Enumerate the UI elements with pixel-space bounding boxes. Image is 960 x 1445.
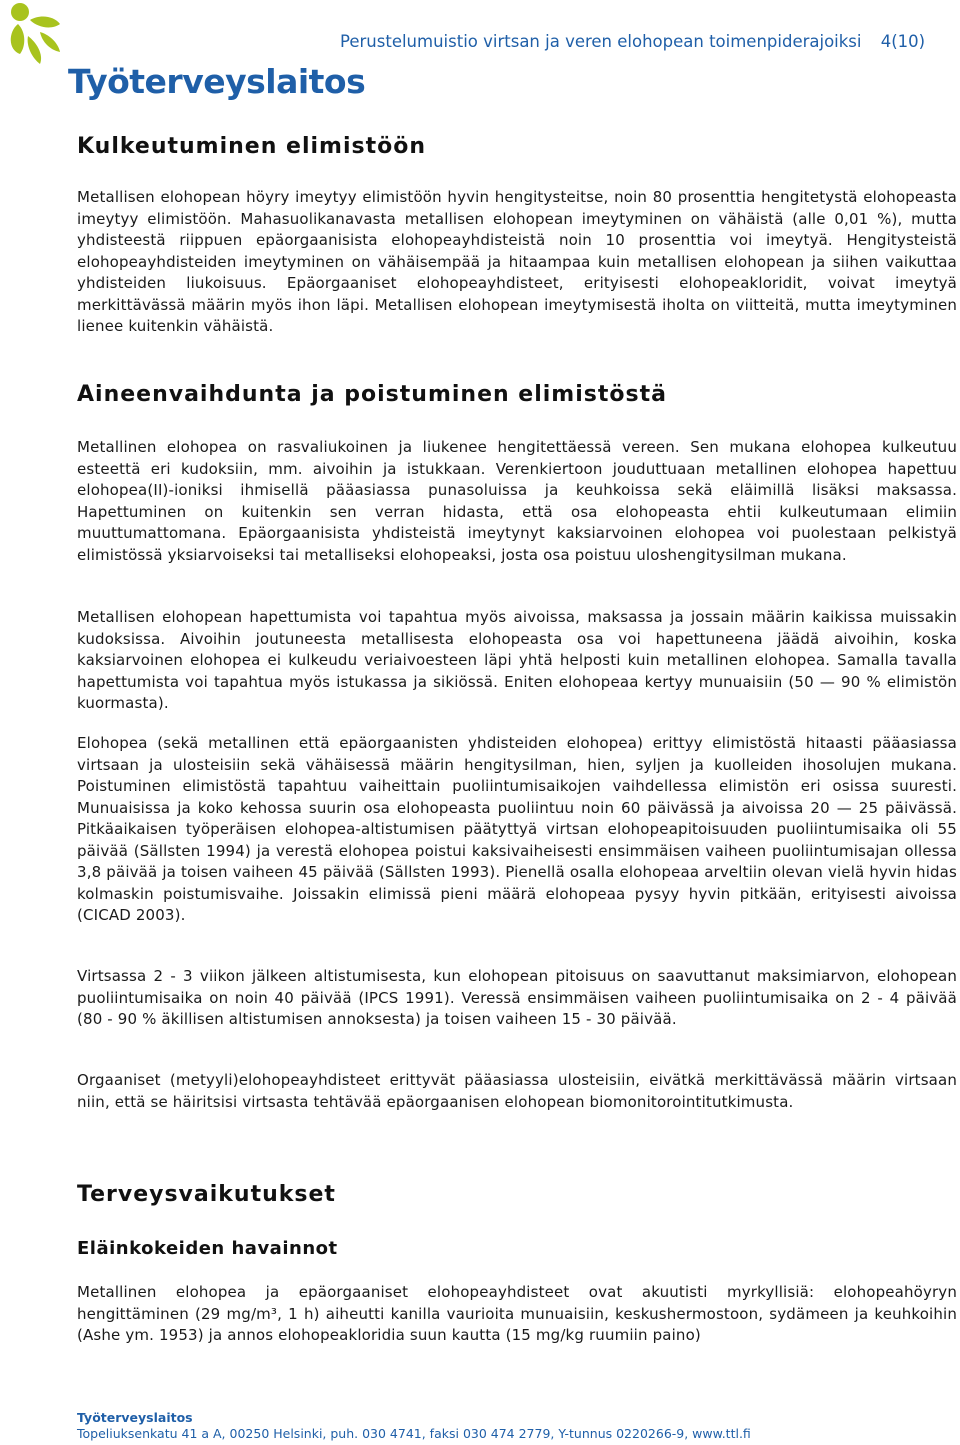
- ttl-logo: [4, 2, 366, 107]
- paragraph-aineenvaihdunta-5: Orgaaniset (metyyli)elohopeayhdisteet erittyvät pääasiassa ulosteisiin, eivätkä merkittävässä määrin virtsaan niin, että se häiritsisi virtsasta tehtävää epäorgaanisen elohopean biomonitorointitutkimusta.: [77, 1071, 957, 1111]
- heading-kulkeutuminen: Kulkeutuminen elimistöön: [77, 134, 427, 159]
- paragraph-kulkeutuminen: Metallisen elohopean höyry imeytyy elimistöön hyvin hengitysteitse, noin 80 prosenttia hengitetystä elohopeasta imeytyy elimistöön. Mahasuolikanavasta metallisen elohopean imeytyminen on vähäistä (alle 0,01 %), mutta yhdisteestä riippuen epäorgaanisista elohopeayhdisteistä noin 10 prosenttia voi imeytyä. Hengitysteistä elohopeayhdisteiden imeytyminen on vähäisempää ja hitaampaa kuin metallisen elohopean ja siihen vaikuttaa yhdisteiden liukoisuus. Epäorgaaniset elohopeayhdisteet, erityisesti elohopeakloridit, voivat imeytyä merkittävässä määrin myös ihon läpi. Metallisen elohopean imeytymisestä iholta on viitteitä, mutta imeytyminen lienee kuitenkin vähäistä.: [77, 188, 957, 335]
- paragraph-aineenvaihdunta-4: Virtsassa 2 - 3 viikon jälkeen altistumisesta, kun elohopean pitoisuus on saavuttanut maksimiarvon, elohopean puoliintumisaika on noin 40 päivää (IPCS 1991). Veressä ensimmäisen vaiheen puoliintumisaika on 2 - 4 päivää (80 - 90 % äkillisen altistumisen annoksesta) ja toisen vaiheen 15 - 30 päivää.: [77, 967, 957, 1028]
- footer-address: Topeliuksenkatu 41 a A, 00250 Helsinki, puh. 030 4741, faksi 030 474 2779, Y-tunnus 0220266-9, www.ttl.fi: [77, 1426, 751, 1441]
- doc-title: Perustelumuistio virtsan ja veren elohopean toimenpiderajoiksi: [340, 32, 862, 51]
- paragraph-elainkokeet: Metallinen elohopea ja epäorgaaniset elohopeayhdisteet ovat akuutisti myrkyllisiä: elohopeahöyryn hengittäminen (29 mg/m³, 1 h) aiheutti kanilla vaurioita munuaisiin, keskushermostoon, sydämeen ja keuhkoihin (Ashe ym. 1953) ja annos elohopeakloridia suun kautta (15 mg/kg ruumiin paino): [77, 1283, 957, 1344]
- subheading-elainkokeet: Eläinkokeiden havainnot: [77, 1238, 338, 1259]
- paragraph-aineenvaihdunta-2: Metallisen elohopean hapettumista voi tapahtua myös aivoissa, maksassa ja jossain määrin kaikissa muissakin kudoksissa. Aivoihin joutuneesta metallisesta elohopeasta osa voi hapettuneena jäädä aivoihin, koska kaksiarvoinen elohopea ei kulkeudu veriaivoesteen läpi yhtä helposti kuin metallinen elohopea. Samalla tavalla hapettumista voi tapahtua myös istukassa ja sikiössä. Eniten elohopeaa kertyy munuaisiin (50 — 90 % elimistön kuormasta).: [77, 608, 957, 712]
- logo-mark-icon: [4, 2, 74, 77]
- document-header: [340, 32, 925, 51]
- paragraph-aineenvaihdunta-1: Metallinen elohopea on rasvaliukoinen ja liukenee hengitettäessä vereen. Sen mukana elohopea kulkeutuu esteettä eri kudoksiin, mm. aivoihin ja istukkaan. Verenkiertoon jouduttuaan metallinen elohopea hapettuu elohopea(II)-ioniksi ihmisellä pääasiassa punasoluissa ja keuhkoissa sekä eläimillä lisäksi maksassa. Hapettuminen on kuitenkin sen verran hidasta, että osa elohopeasta ehtii kulkeutumaan elimiin muuttumattomana. Epäorgaanisista yhdisteistä imeytynyt kaksiarvoinen elohopea voi puolestaan pelkistyä elimistössä yksiarvoiseksi tai metalliseksi elohopeaksi, josta osa poistuu uloshengitysilman mukana.: [77, 438, 957, 564]
- page-number: 4(10): [880, 32, 926, 51]
- page-footer: [77, 1410, 751, 1442]
- footer-org: Työterveyslaitos: [77, 1410, 193, 1425]
- paragraph-aineenvaihdunta-3: Elohopea (sekä metallinen että epäorgaanisten yhdisteiden elohopea) erittyy elimistöstä hitaasti pääasiassa virtsaan ja ulosteisiin sekä vähäisessä määrin hengitysilman, hien, syljen ja kuolleiden ihosolujen mukana. Poistuminen elimistöstä tapahtuu vaiheittain puoliintumisaikojen vaihdellessa elimistön eri osissa suuresti. Munuaisissa ja koko kehossa suurin osa elohopeasta puoliintuu noin 60 päivässä ja aivoissa 20 — 25 päivässä. Pitkäaikaisen työperäisen elohopea-altistumisen päätyttyä virtsan elohopeapitoisuuden puoliintumisaika oli 55 päivää (Sällsten 1994) ja verestä elohopea poistui kaksivaiheisesti ensimmäisen vaiheen puoliintumisajan ollessa 3,8 päivää ja toisen vaiheen 45 päivää (Sällsten 1993). Pienellä osalla elohopeaa arveltiin olevan vielä hyvin hidas kolmaskin poistumisvaihe. Joissakin elimissä pieni määrä elohopeaa pysyy hyvin pitkään, erityisesti aivoissa (CICAD 2003).: [77, 734, 957, 924]
- logo-wordmark: Työterveyslaitos: [68, 62, 366, 101]
- heading-terveysvaikutukset: Terveysvaikutukset: [77, 1182, 336, 1207]
- heading-aineenvaihdunta: Aineenvaihdunta ja poistuminen elimistöstä: [77, 382, 667, 407]
